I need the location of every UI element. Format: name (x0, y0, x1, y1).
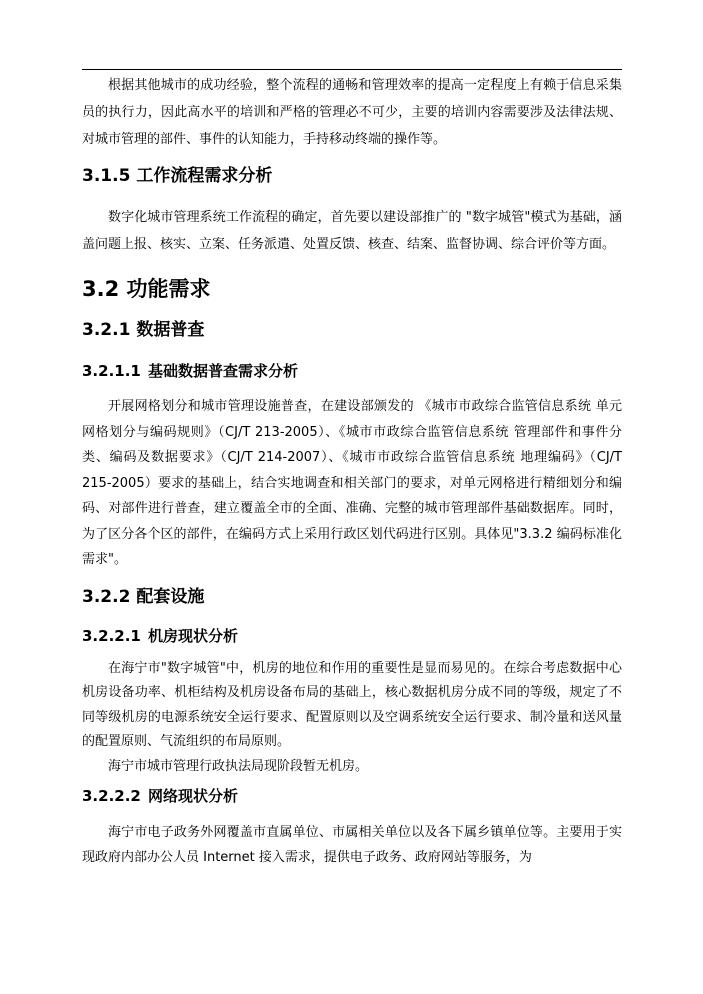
heading-3-2-2-2 (82, 783, 622, 809)
paragraph-3-2-2-1-note: 海宁市城市管理行政执法局现阶段暂无机房。 (108, 758, 369, 774)
document-body (82, 72, 622, 870)
heading-3-1-5: 3.1.5 工作流程需求分析 (82, 166, 273, 186)
paragraph-3-1-5: 数字化城市管理系统工作流程的确定，首先要以建设部推广的 "数字城管"模式为基础，涵盖问题上报、核实、立案、任务派遣、处置反馈、核查、结案、监督协调、综合评价等方面。 (82, 210, 622, 252)
header-rule (82, 69, 622, 70)
heading-3-2: 3.2 功能需求 (82, 277, 211, 301)
heading-number: 3.2.2.2 (82, 787, 141, 805)
paragraph-3-2-1-1: 开展网格划分和城市管理设施普查，在建设部颁发的 《城市市政综合监管信息系统 单元网格划分与编码规则》（CJ/T 213-2005）、《城市市政综合监管信息系统 管理部件和事件分类、编码及数据要求》（CJ/T 214-2007）、《城市市政综合监管信息系统 地理编码》（CJ/T 215-2005）要求的基础上，结合实地调查和相关部门的要求，对单元网格进行精细划分和编码、对部件进行普查，建立覆盖全市的全面、准确、完整的城市管理部件基础数据库。同时，为了区分各个区的部件，在编码方式上采用行政区划代码进行区别。具体见"3.3.2 编码标准化需求"。 (82, 399, 622, 567)
heading-3-2-2-1 (82, 623, 622, 649)
heading-number: 3.2.2.1 (82, 626, 141, 645)
heading-3-2-1: 3.2.1 数据普查 (82, 320, 205, 340)
heading-text: 机房现状分析 (148, 626, 239, 645)
paragraph-3-2-2-2: 海宁市电子政务外网覆盖市直属单位、市属相关单位以及各下属乡镇单位等。主要用于实现政府内部办公人员 Internet 接入需求，提供电子政务、政府网站等服务，为 (82, 825, 622, 865)
heading-text: 网络现状分析 (148, 787, 239, 805)
heading-3-2-1-1 (82, 358, 622, 384)
paragraph-3-2-2-1: 在海宁市"数字城管"中，机房的地位和作用的重要性是显而易见的。在综合考虑数据中心机房设备功率、机柜结构及机房设备布局的基础上，核心数据机房分成不同的等级，规定了不同等级机房的电源系统安全运行要求、配置原则以及空调系统安全运行要求、制冷量和送风量的配置原则、气流组织的布局原则。 (82, 660, 622, 749)
heading-number: 3.2.1.1 (82, 362, 141, 380)
heading-3-2-2: 3.2.2 配套设施 (82, 586, 205, 607)
heading-text: 基础数据普查需求分析 (148, 362, 299, 380)
intro-paragraph: 根据其他城市的成功经验，整个流程的通畅和管理效率的提高一定程度上有赖于信息采集员的执行力，因此高水平的培训和严格的管理必不可少，主要的培训内容需要涉及法律法规、对城市管理的部件、事件的认知能力，手持移动终端的操作等。 (82, 78, 622, 147)
